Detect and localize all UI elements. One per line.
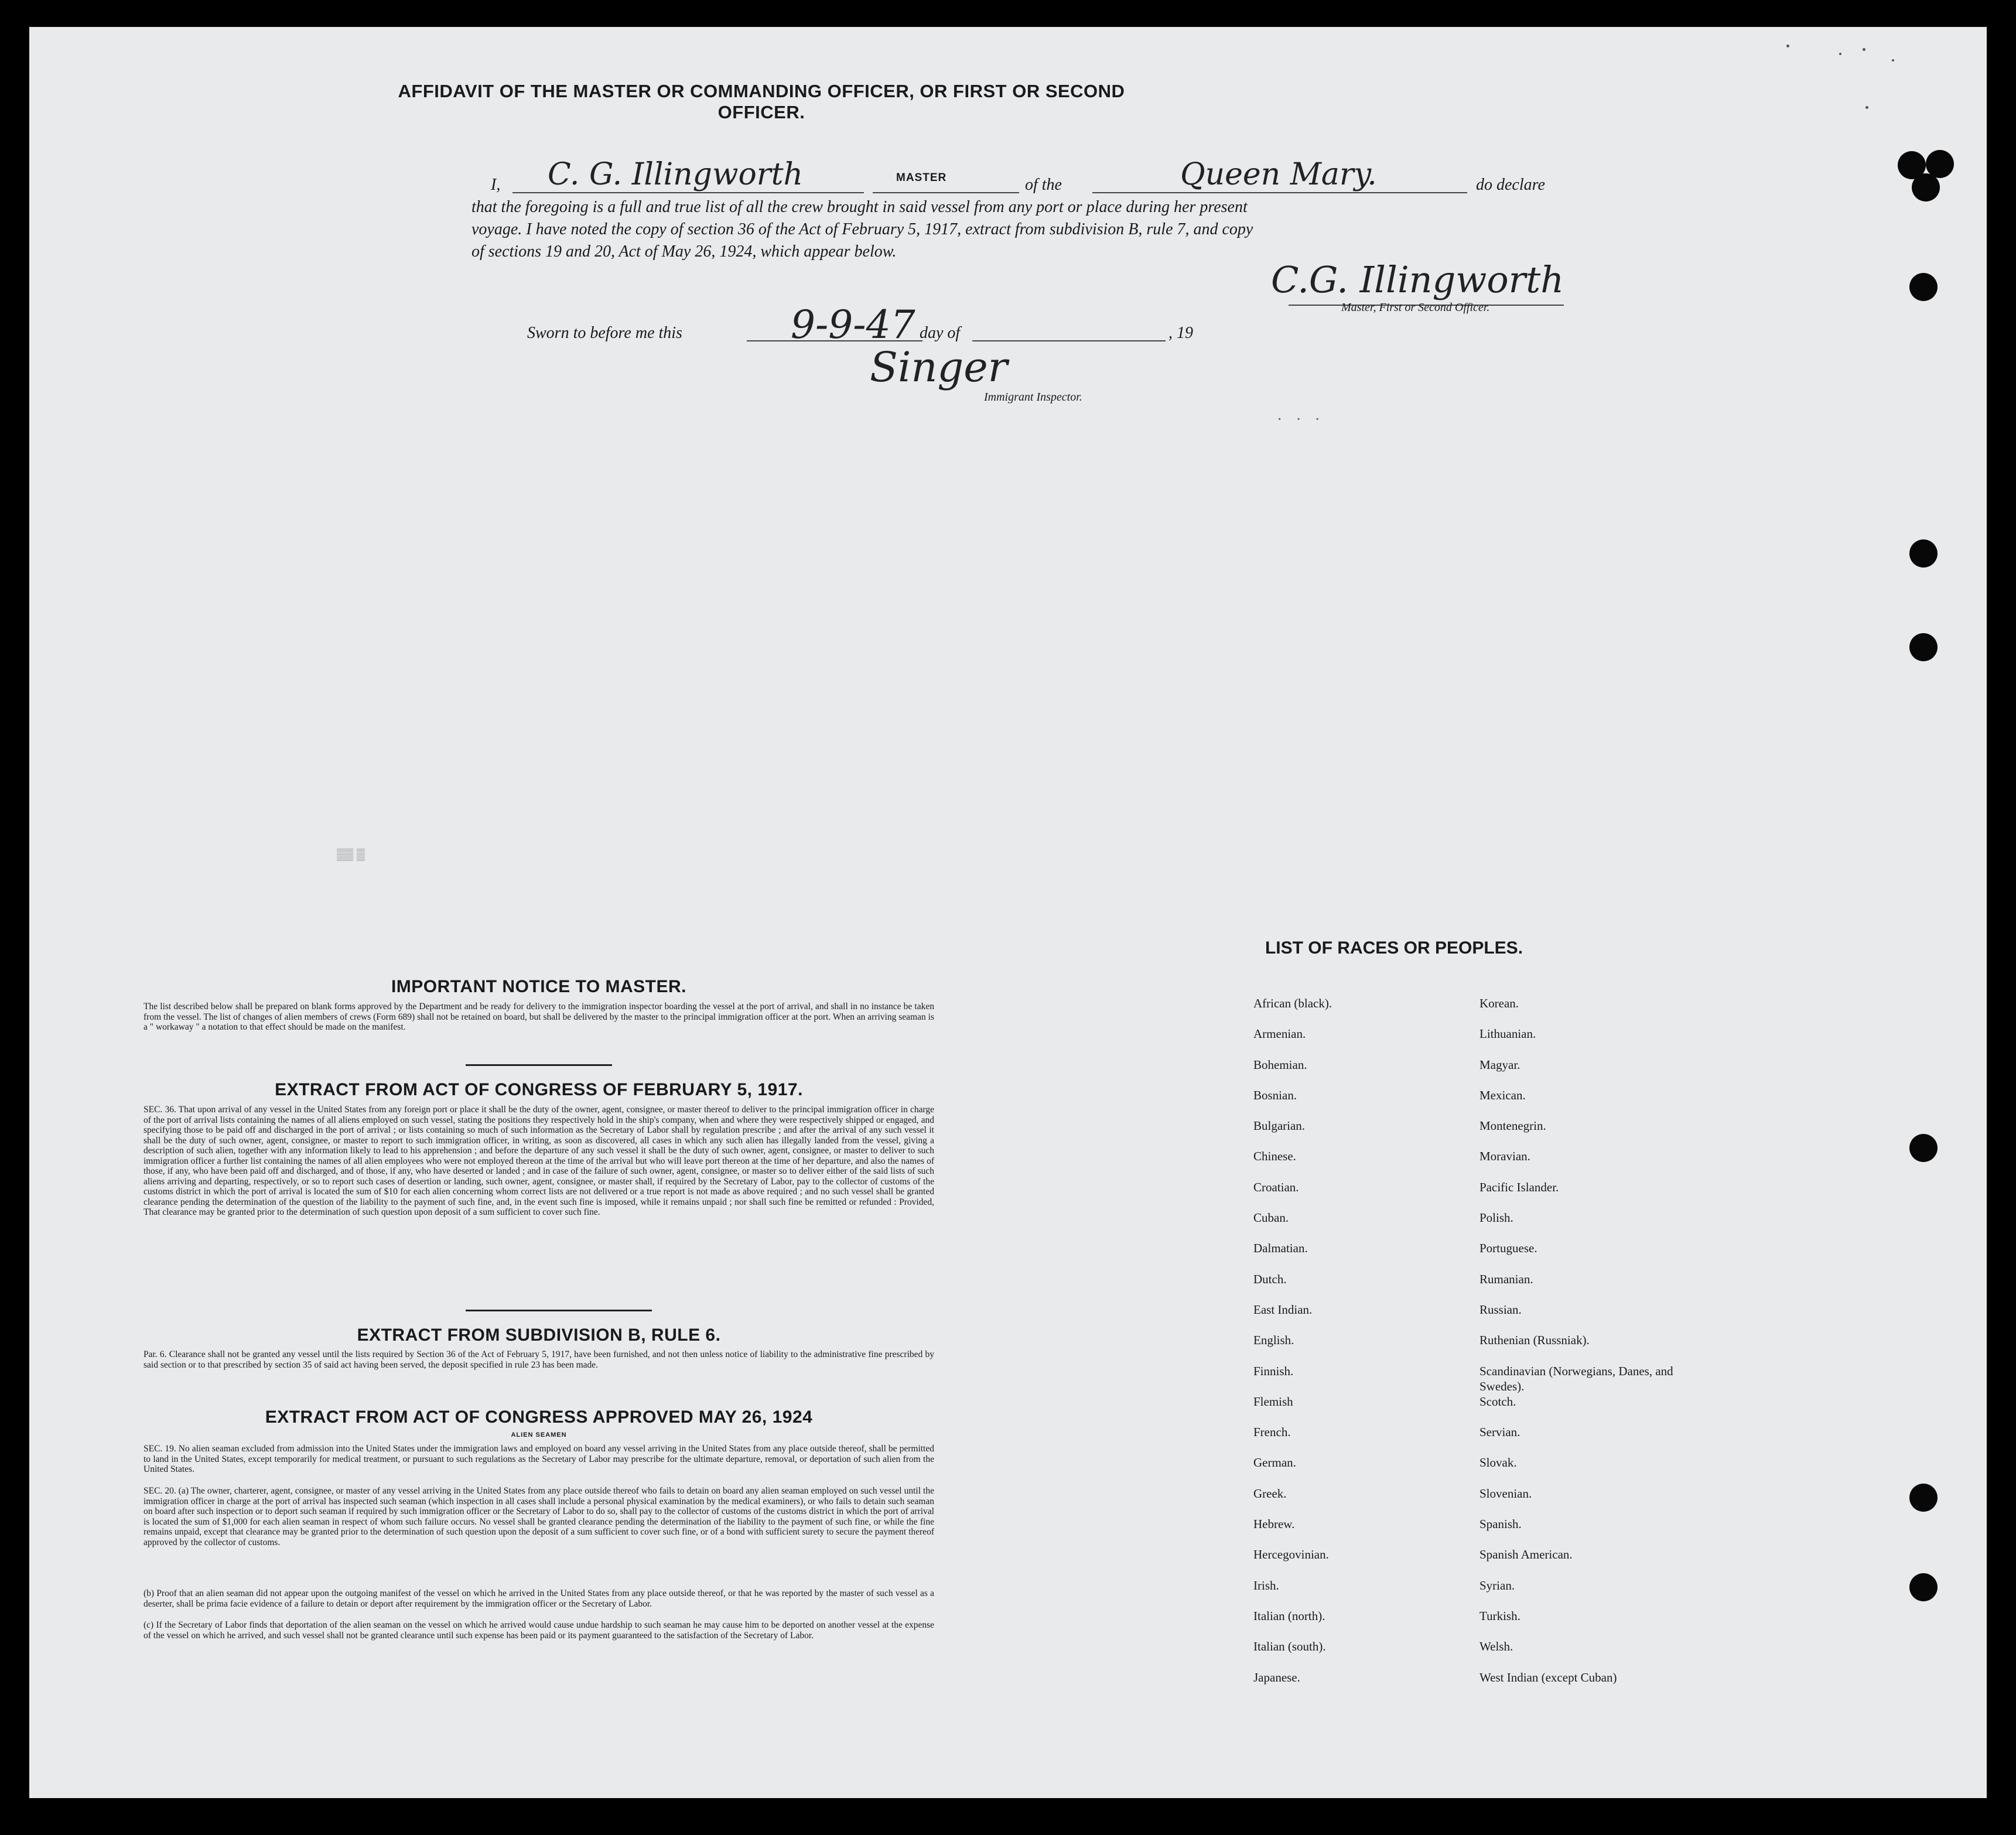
speck xyxy=(1786,45,1789,47)
race-item: Finnish. xyxy=(1253,1364,1294,1378)
races-list-right xyxy=(1479,996,1690,1700)
race-item: Slovak. xyxy=(1479,1455,1517,1470)
month-line xyxy=(972,340,1166,341)
race-item: African (black). xyxy=(1253,996,1332,1010)
race-item: East Indian. xyxy=(1253,1302,1313,1317)
section-divider xyxy=(466,1064,612,1066)
race-item: Spanish American. xyxy=(1479,1547,1573,1562)
punch-hole xyxy=(1909,633,1938,661)
vessel-name-handwritten: Queen Mary. xyxy=(1180,157,1377,192)
race-item: Bosnian. xyxy=(1253,1088,1297,1102)
race-item: Rumanian. xyxy=(1479,1272,1533,1286)
punch-hole xyxy=(1909,1484,1938,1512)
section-divider xyxy=(466,1310,652,1311)
race-item: Bohemian. xyxy=(1253,1057,1307,1072)
race-item: Bulgarian. xyxy=(1253,1119,1306,1133)
vessel-line xyxy=(1092,192,1467,193)
race-item: Syrian. xyxy=(1479,1578,1515,1593)
race-item: Mexican. xyxy=(1479,1088,1526,1102)
race-item: Japanese. xyxy=(1253,1670,1300,1684)
rank-line xyxy=(873,192,1019,193)
punch-hole xyxy=(1909,1134,1938,1162)
race-item: Dalmatian. xyxy=(1253,1241,1308,1256)
race-item: Italian (north). xyxy=(1253,1608,1325,1623)
race-item: Greek. xyxy=(1253,1486,1287,1501)
race-item: Italian (south). xyxy=(1253,1639,1326,1654)
race-item: Polish. xyxy=(1479,1211,1513,1225)
race-item: Turkish. xyxy=(1479,1608,1520,1623)
act-1917-title: EXTRACT FROM ACT OF CONGRESS OF FEBRUARY 5, 1917. xyxy=(275,1080,803,1099)
races-title: LIST OF RACES OR PEOPLES. xyxy=(1265,938,1523,958)
affidavit-line-3: voyage. I have noted the copy of section 36 of the Act of February 5, 1917, extract from subdivision B, rule 7, and copy xyxy=(471,220,1253,238)
race-item: German. xyxy=(1253,1455,1296,1470)
race-item: Irish. xyxy=(1253,1578,1279,1593)
rank-printed: MASTER xyxy=(896,172,947,184)
master-name-line xyxy=(512,192,864,193)
race-item: Pacific Islander. xyxy=(1479,1180,1559,1194)
year-prefix: , 19 xyxy=(1168,324,1193,342)
race-item: English. xyxy=(1253,1333,1294,1348)
race-item: Welsh. xyxy=(1479,1639,1513,1654)
race-item: Russian. xyxy=(1479,1302,1522,1317)
notice-text: The list described below shall be prepared on blank forms approved by the Department and be ready for delivery to the immigration inspector boarding the vessel at the port of arrival, and shall in no instance be taken from the vessel. The list of changes of alien members of crews (Form 689) shall not be retained on board, but shall be delivered by the master to the principal immigration officer at the port. When an arriving seaman is a " workaway " a notation to that effect should be made on the manifest. xyxy=(143,1002,934,1032)
speck xyxy=(1892,59,1894,61)
race-item: Montenegrin. xyxy=(1479,1119,1546,1133)
race-item: Flemish xyxy=(1253,1394,1293,1409)
race-item: Portuguese. xyxy=(1479,1241,1537,1256)
sworn-label: Sworn to before me this xyxy=(527,324,682,342)
punch-hole xyxy=(1909,1573,1938,1601)
act-1924-sec-20a: SEC. 20. (a) The owner, charterer, agent, consignee, or master of any vessel arriving in the United States from any place outside thereof who fails to detain on board any alien seaman employed on such vessel until the immigration officer in charge at the port of arrival has inspected such seaman (which inspection in all cases shall include a personal physical examination by the medical examiners), or who fails to detain such seaman on board after such inspection or to deport such seaman if required by such immigration officer or the Secretary of Labor to do so, shall pay to the collector of customs of the customs district in which the port of arrival is located the sum of $1,000 for each alien seaman in respect of whom such failure occurs. No vessel shall be granted clearance pending the determination of the liability to the payment of such fine, or while the fine remains unpaid, except that clearance may be granted prior to the determination of such question upon the deposit of a sum sufficient to cover such fine, or of a bond with sufficient surety to secure the payment thereof approved by the collector of customs. xyxy=(143,1486,934,1547)
master-name-handwritten: C. G. Illingworth xyxy=(548,157,804,192)
sworn-date-handwritten: 9-9-47 xyxy=(791,302,915,347)
master-signature-handwritten: C.G. Illingworth xyxy=(1271,258,1564,301)
inspector-signature-handwritten: Singer xyxy=(870,343,1008,391)
affidavit-i: I, xyxy=(491,176,501,194)
race-item: Cuban. xyxy=(1253,1211,1289,1225)
race-item: Spanish. xyxy=(1479,1517,1522,1532)
day-of-label: day of xyxy=(920,324,961,342)
notice-title: IMPORTANT NOTICE TO MASTER. xyxy=(391,977,687,996)
races-list-left xyxy=(1253,996,1447,1700)
race-item: Moravian. xyxy=(1479,1149,1530,1164)
race-item: Hercegovinian. xyxy=(1253,1547,1329,1562)
speck xyxy=(1839,53,1841,55)
race-item: Korean. xyxy=(1479,996,1519,1010)
punch-hole xyxy=(1909,539,1938,568)
act-1924-sec-20c: (c) If the Secretary of Labor finds that deportation of the alien seaman on the vessel on which he arrived would cause undue hardship to such seaman he may cause him to be deported on another vessel at the expense of the vessel on which he arrived, and such vessel shall not be granted clearance until such expense has been paid or its payment guaranteed to the satisfaction of the Secretary of Labor. xyxy=(143,1620,934,1641)
speck xyxy=(1863,48,1865,51)
race-item: West Indian (except Cuban) xyxy=(1479,1670,1617,1684)
inspector-caption: Immigrant Inspector. xyxy=(984,391,1082,404)
signature-caption: Master, First or Second Officer. xyxy=(1341,301,1490,314)
race-item: French. xyxy=(1253,1425,1291,1440)
act-1924-title: EXTRACT FROM ACT OF CONGRESS APPROVED MAY 26, 1924 xyxy=(265,1407,813,1427)
affidavit-do-declare: do declare xyxy=(1476,176,1545,194)
act-1924-sec-19: SEC. 19. No alien seaman excluded from admission into the United States under the immigration laws and employed on board any vessel arriving in the United States from any place outside thereof, shall be permitted to land in the United States, except temporarily for medical treatment, or pursuant to such regulations as the Secretary of Labor may prescribe for the ultimate departure, removal, or deportation of such alien from the United States. xyxy=(143,1444,934,1474)
race-item: Lithuanian. xyxy=(1479,1027,1536,1041)
affidavit-line-2: that the foregoing is a full and true list of all the crew brought in said vessel from any port or place during her present xyxy=(471,198,1248,216)
punch-hole xyxy=(1909,273,1938,301)
race-item: Croatian. xyxy=(1253,1180,1299,1194)
faint-smudge: ▒▒ ▒ xyxy=(337,848,365,861)
faint-marks: · · · xyxy=(1277,411,1325,429)
race-item: Hebrew. xyxy=(1253,1517,1295,1532)
document-page xyxy=(29,27,1987,1798)
punch-hole xyxy=(1912,173,1940,201)
speck xyxy=(1865,106,1868,109)
race-item: Ruthenian (Russniak). xyxy=(1479,1333,1590,1348)
race-item: Magyar. xyxy=(1479,1057,1520,1072)
rule-6-title: EXTRACT FROM SUBDIVISION B, RULE 6. xyxy=(357,1325,721,1345)
race-item: Armenian. xyxy=(1253,1027,1306,1041)
act-1917-text: SEC. 36. That upon arrival of any vessel in the United States from any foreign port or place it shall be the duty of the owner, agent, consignee, or master thereof to deliver to the principal immigration officer in charge of the port of arrival lists containing the names of all aliens employed on such vessel, stating the positions they respectively hold in the ship's company, when and where they were respectively shipped or engaged, and specifying those to be paid off and discharged in the port of arrival ; or lists containing so much of such information as the Secretary of Labor shall by regulation prescribe ; and after the arrival of any such vessel it shall be the duty of such owner, agent, consignee, or master to report to such immigration officer, in writing, as soon as discovered, all cases in which any such alien has illegally landed from the vessel, giving a description of such alien, together with any information likely to lead to his apprehension ; and before the departure of any such vessel it shall be the duty of such owner, agent, consignee, or master to deliver to such immigration officer a further list containing the names of all alien employees who were not employed thereon at the time of the arrival but who will leave port thereon at the time of her departure, and also the names of those, if any, who have been paid off and discharged, and of those, if any, who have deserted or landed ; and in case of the failure of such owner, agent, consignee, or master so to deliver either of the said lists of such aliens arriving and departing, respectively, or so to report such cases of desertion or landing, such owner, agent, consignee, or master shall, if required by the Secretary of Labor, pay to the collector of customs of the customs district in which the port of arrival is located the sum of $10 for each alien concerning whom correct lists are not delivered or a true report is not made as above required ; and no such vessel shall be granted clearance pending the determination of the question of the liability to the payment of such fine, and, in the event such fine is imposed, while it remains unpaid ; nor shall such fine be remitted or refunded : Provided, That clearance may be granted prior to the determination of such question upon deposit of a sum sufficient to cover such fine. xyxy=(143,1105,934,1217)
act-1924-sec-20b: (b) Proof that an alien seaman did not appear upon the outgoing manifest of the vessel on which he arrived in the United States from any place outside thereof, or that he was reported by the master of such vessel as a deserter, shall be prima facie evidence of a failure to detain or deport after requirement by the immigration officer or the Secretary of Labor. xyxy=(143,1588,934,1609)
rule-6-text: Par. 6. Clearance shall not be granted any vessel until the lists required by Section 36 of the Act of February 5, 1917, have been furnished, and not then unless notice of liability to the administrative fine prescribed by said section or to that prescribed by section 35 of said act having been served, the deposit specified in rule 23 has been made. xyxy=(143,1349,934,1370)
affidavit-line-4: of sections 19 and 20, Act of May 26, 1924, which appear below. xyxy=(471,242,897,261)
race-item: Dutch. xyxy=(1253,1272,1287,1286)
affidavit-title: AFFIDAVIT OF THE MASTER OR COMMANDING OFFICER, OR FIRST OR SECOND OFFICER. xyxy=(398,81,1125,122)
race-item: Servian. xyxy=(1479,1425,1520,1440)
affidavit-of-the: of the xyxy=(1025,176,1062,194)
race-item: Chinese. xyxy=(1253,1149,1296,1164)
race-item: Slovenian. xyxy=(1479,1486,1532,1501)
race-item: Scotch. xyxy=(1479,1394,1516,1409)
race-item: Scandinavian (Norwegians, Danes, and Swedes). xyxy=(1479,1364,1673,1393)
act-1924-subtitle: ALIEN SEAMEN xyxy=(511,1431,567,1438)
